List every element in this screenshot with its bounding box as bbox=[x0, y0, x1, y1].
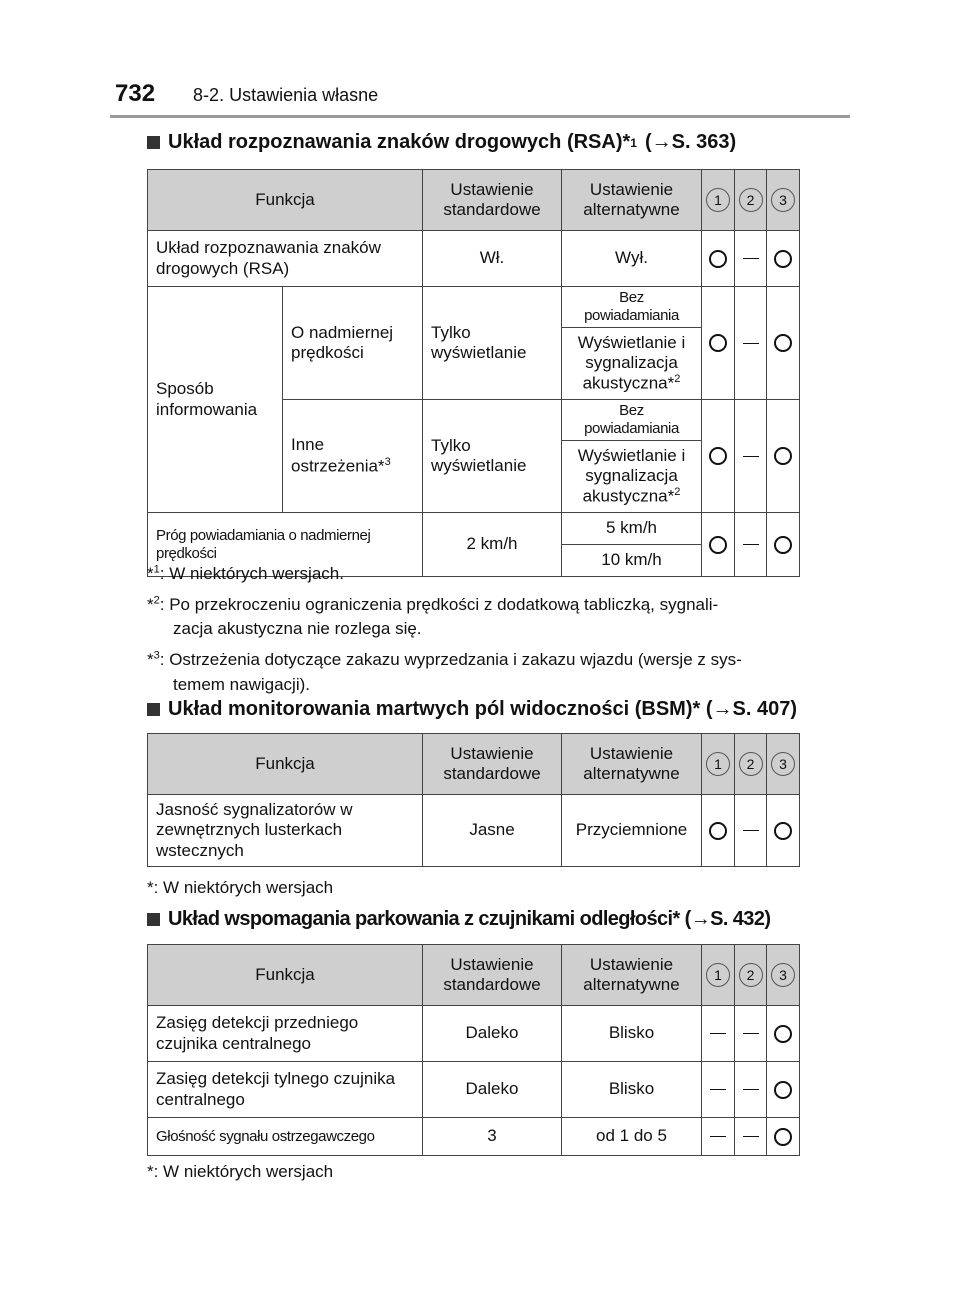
bsm-table bbox=[147, 733, 800, 867]
arrow-icon: → bbox=[712, 698, 733, 720]
table-row: Układ rozpoznawania znaków drogowych (RSA) Wł. Wył. bbox=[148, 231, 800, 287]
section-title: 8-2. Ustawienia własne bbox=[193, 85, 379, 105]
bsm-ref: S. 407) bbox=[732, 698, 797, 720]
footnote: *$^1$: W niektórych wersjach. bbox=[147, 563, 344, 583]
dash-mark-icon bbox=[743, 1033, 759, 1034]
pks-title: Układ wspomagania parkowania z czujnikami odległości* ( bbox=[168, 908, 691, 930]
table-row: Głośność sygnału ostrzegawczego 3 od 1 do 5 bbox=[148, 1118, 800, 1156]
table-header-row: Funkcja Ustawienie standardowe Ustawienie alternatywne 1 2 3 bbox=[148, 734, 800, 795]
circled-2-icon: 2 bbox=[739, 188, 763, 212]
circle-mark-icon bbox=[774, 1081, 792, 1099]
footnote: *$^2$: Po przekroczeniu ograniczenia prędkości z dodatkową tabliczką, sygnali- zacja akustyczna nie rozlega się. bbox=[147, 593, 719, 639]
circle-mark-icon bbox=[709, 250, 727, 268]
circle-mark-icon bbox=[774, 1025, 792, 1043]
dash-mark-icon bbox=[743, 830, 759, 831]
circled-1-icon: 1 bbox=[706, 963, 730, 987]
arrow-icon: → bbox=[690, 908, 711, 930]
pks-ref: S. 432) bbox=[710, 908, 771, 930]
circle-mark-icon bbox=[709, 822, 727, 840]
header-rule bbox=[110, 115, 850, 118]
circle-mark-icon bbox=[774, 250, 792, 268]
square-bullet-icon bbox=[147, 913, 160, 926]
dash-mark-icon bbox=[710, 1033, 726, 1034]
table-header-row: Funkcja Ustawienie standardowe Ustawienie alternatywne 1 2 3 bbox=[148, 170, 800, 231]
rsa-ref: S. 363 bbox=[671, 131, 730, 153]
dash-mark-icon bbox=[743, 258, 759, 259]
dash-mark-icon bbox=[710, 1136, 726, 1137]
bsm-footnote: *: W niektórych wersjach bbox=[147, 878, 334, 897]
page-header bbox=[115, 80, 378, 108]
circle-mark-icon bbox=[774, 447, 792, 465]
circled-2-icon: 2 bbox=[739, 752, 763, 776]
circle-mark-icon bbox=[709, 536, 727, 554]
bsm-heading bbox=[147, 698, 797, 721]
pks-footnote: *: W niektórych wersjach bbox=[147, 1162, 334, 1181]
circle-mark-icon bbox=[709, 334, 727, 352]
rsa-heading: Układ rozpoznawania znaków drogowych (RSA)* 1 ( → S. 363 ) bbox=[147, 131, 736, 154]
footnote: *$^3$: Ostrzeżenia dotyczące zakazu wyprzedzania i zakazu wjazdu (wersje z sys- temem nawigacji). bbox=[147, 649, 742, 694]
square-bullet-icon bbox=[147, 703, 160, 716]
dash-mark-icon bbox=[743, 456, 759, 457]
dash-mark-icon bbox=[743, 343, 759, 344]
square-bullet-icon bbox=[147, 136, 160, 149]
dash-mark-icon bbox=[710, 1089, 726, 1090]
page-number: 732 bbox=[115, 80, 156, 107]
circled-1-icon: 1 bbox=[706, 188, 730, 212]
circle-mark-icon bbox=[774, 334, 792, 352]
circle-mark-icon bbox=[774, 1128, 792, 1146]
circle-mark-icon bbox=[774, 536, 792, 554]
circled-3-icon: 3 bbox=[771, 963, 795, 987]
rsa-title: Układ rozpoznawania znaków drogowych (RSA)* bbox=[168, 131, 631, 153]
circle-mark-icon bbox=[709, 447, 727, 465]
table-header-row: Funkcja Ustawienie standardowe Ustawienie alternatywne 1 2 3 bbox=[148, 945, 800, 1006]
arrow-icon: → bbox=[651, 131, 672, 153]
pks-table bbox=[147, 944, 800, 1156]
pks-heading bbox=[147, 908, 770, 931]
table-row: Zasięg detekcji przedniego czujnika centralnego Daleko Blisko bbox=[148, 1006, 800, 1062]
dash-mark-icon bbox=[743, 1089, 759, 1090]
circled-3-icon: 3 bbox=[771, 752, 795, 776]
bsm-title: Układ monitorowania martwych pól widoczności (BSM)* ( bbox=[168, 698, 713, 720]
rsa-footnotes bbox=[147, 562, 799, 697]
dash-mark-icon bbox=[743, 544, 759, 545]
circled-2-icon: 2 bbox=[739, 963, 763, 987]
circle-mark-icon bbox=[774, 822, 792, 840]
table-row: Jasność sygnalizatorów w zewnętrznych lusterkach wstecznych Jasne Przyciemnione bbox=[148, 795, 800, 867]
table-row: Zasięg detekcji tylnego czujnika centralnego Daleko Blisko bbox=[148, 1062, 800, 1118]
circled-1-icon: 1 bbox=[706, 752, 730, 776]
circled-3-icon: 3 bbox=[771, 188, 795, 212]
dash-mark-icon bbox=[743, 1136, 759, 1137]
rsa-table: Funkcja Ustawienie standardowe Ustawienie alternatywne 1 2 3 Układ rozpoznawania znaków drogowych (RSA) Wł. Wył. Sposób informowania O nadmiernej prędkości Tylko wyświetlanie Bez powiadamiania Wyświetlanie i sygnalizacja akustyczna*$^2$ Inne ostrzeżenia*$^3$ Tylko wyświetlanie Bez powiadamiania Wyświetlanie i sygnalizacja akustyczna*$^2$ Próg powiadamiania o nadmiernej prędkości 2 km/h 5 km/h 10 km/h bbox=[147, 169, 800, 577]
